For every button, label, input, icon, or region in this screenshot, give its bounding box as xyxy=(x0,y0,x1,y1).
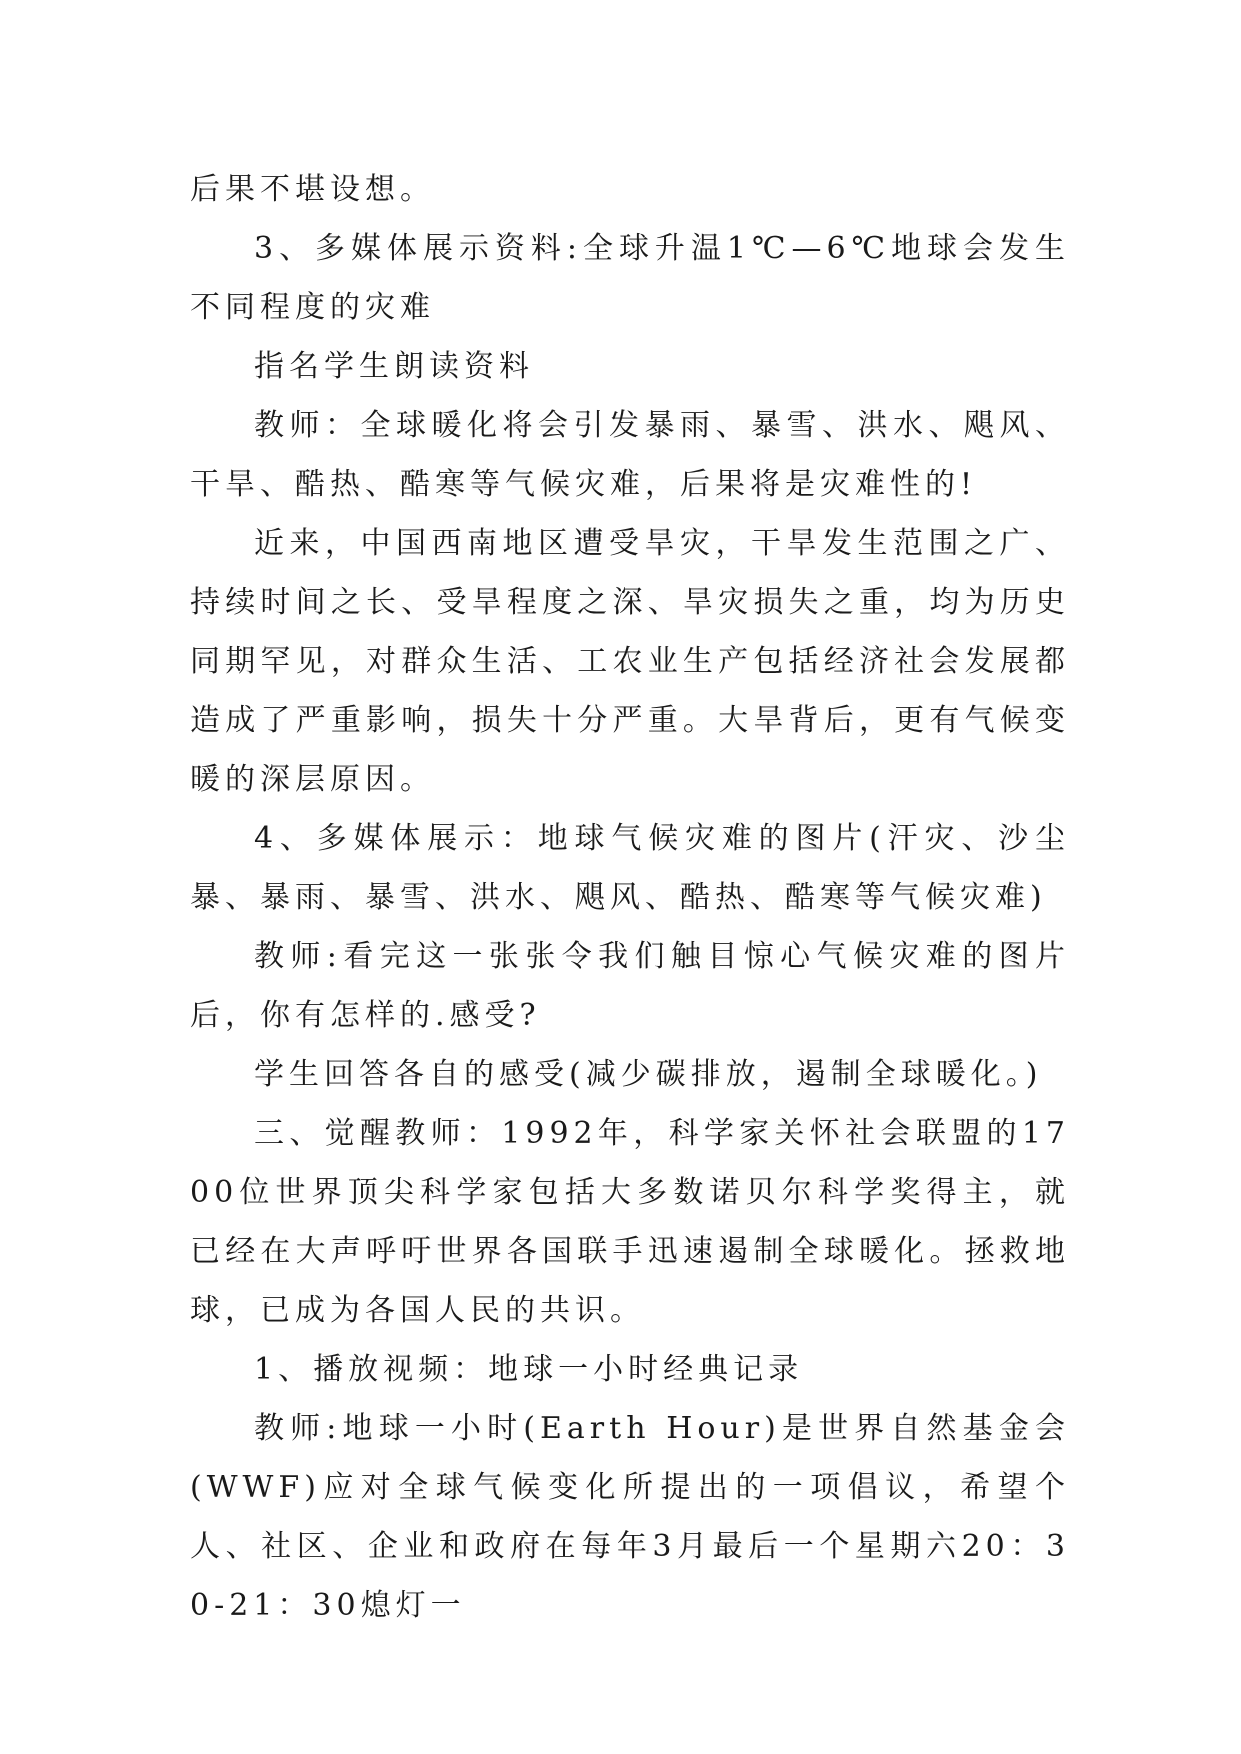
paragraph-7: 教师:看完这一张张令我们触目惊心气候灾难的图片后，你有怎样的.感受? xyxy=(190,939,1070,1033)
document-body xyxy=(190,160,1070,1635)
paragraph-1: 后果不堪设想。 xyxy=(190,172,435,207)
paragraph-10: 1、播放视频：地球一小时经典记录 xyxy=(254,1352,804,1387)
paragraph-5: 近来，中国西南地区遭受旱灾，干旱发生范围之广、持续时间之长、受旱程度之深、旱灾损失之重，均为历史同期罕见，对群众生活、工农业生产包括经济社会发展都造成了严重影响，损失十分严重。大旱背后，更有气候变暖的深层原因。 xyxy=(190,526,1070,797)
paragraph-2: 3、多媒体展示资料:全球升温1℃—6℃地球会发生不同程度的灾难 xyxy=(190,231,1070,325)
paragraph-6: 4、多媒体展示：地球气候灾难的图片(汗灾、沙尘暴、暴雨、暴雪、洪水、飓风、酷热、酷寒等气候灾难) xyxy=(190,821,1070,915)
paragraph-4: 教师：全球暖化将会引发暴雨、暴雪、洪水、飓风、干旱、酷热、酷寒等气候灾难，后果将是灾难性的! xyxy=(190,408,1070,502)
paragraph-9: 三、觉醒教师：1992年，科学家关怀社会联盟的1700位世界顶尖科学家包括大多数诺贝尔科学奖得主，就已经在大声呼吁世界各国联手迅速遏制全球暖化。拯救地球，已成为各国人民的共识。 xyxy=(190,1116,1070,1328)
paragraph-3: 指名学生朗读资料 xyxy=(254,349,534,384)
paragraph-8: 学生回答各自的感受(减少碳排放，遏制全球暖化。) xyxy=(254,1057,1043,1092)
paragraph-11: 教师:地球一小时(Earth Hour)是世界自然基金会(WWF)应对全球气候变化所提出的一项倡议，希望个人、社区、企业和政府在每年3月最后一个星期六20：30-21：30熄灯一 xyxy=(190,1411,1070,1623)
